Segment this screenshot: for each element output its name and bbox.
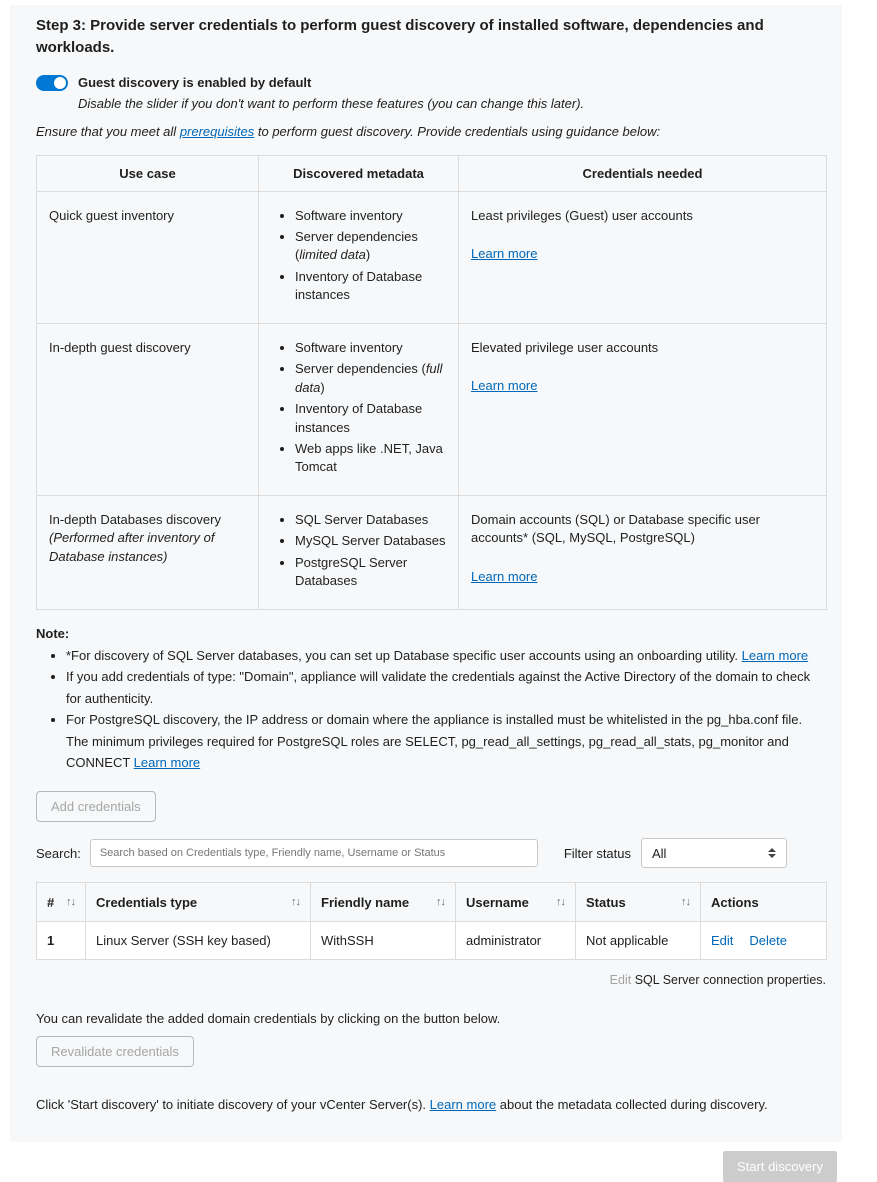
search-row xyxy=(36,838,826,868)
guidance-col-header: Use case xyxy=(37,155,259,191)
start-discovery-hint xyxy=(36,1097,826,1112)
actions-cell xyxy=(701,922,827,960)
cred-col-label: Status xyxy=(586,894,626,910)
note-label: Note: xyxy=(36,625,70,641)
metadata-item xyxy=(295,554,446,591)
use-case-cell: In-depth guest discovery xyxy=(37,323,259,495)
sort-icon[interactable]: ↑↓ xyxy=(66,896,75,909)
toggle-knob xyxy=(54,77,66,89)
metadata-item xyxy=(295,228,446,265)
note-learn-more-link[interactable]: Learn more xyxy=(133,754,201,770)
guidance-col-header: Credentials needed xyxy=(459,155,827,191)
metadata-item xyxy=(295,511,446,529)
text-segment: PostgreSQL Server Databases xyxy=(295,554,408,589)
cred-col-label: Actions xyxy=(711,894,759,910)
toggle-hint: Disable the slider if you don't want to perform these features (you can change this later). xyxy=(78,95,585,111)
revalidate-hint: You can revalidate the added domain credentials by clicking on the button below. xyxy=(36,1011,501,1027)
prerequisites-link[interactable]: prerequisites xyxy=(179,123,255,139)
metadata-item xyxy=(295,268,446,305)
text-segment: ) xyxy=(365,247,371,263)
metadata-item xyxy=(295,207,446,225)
cred-col-header[interactable] xyxy=(576,883,701,922)
delete-link[interactable]: Delete xyxy=(749,933,787,949)
friendly-name-cell: WithSSH xyxy=(311,922,456,960)
credential-row xyxy=(37,922,827,960)
text-segment: If you add credentials of type: "Domain", appliance will validate the credentials against the Active Directory of the domain to check for authenticity. xyxy=(66,669,811,706)
metadata-item xyxy=(295,339,446,357)
text-segment: Server dependencies ( xyxy=(295,361,426,377)
text-segment: MySQL Server Databases xyxy=(295,533,446,549)
metadata-cell xyxy=(259,191,459,323)
credentials-type-cell: Linux Server (SSH key based) xyxy=(86,922,311,960)
select-updown-icon xyxy=(768,848,776,858)
credentials-table xyxy=(36,882,827,960)
credentials-needed-cell: Elevated privilege user accounts Learn more xyxy=(459,323,827,495)
text-segment: limited data xyxy=(299,247,366,263)
use-case-cell: In-depth Databases discovery (Performed after inventory of Database instances) xyxy=(37,495,259,609)
guidance-row xyxy=(37,191,827,323)
search-input[interactable] xyxy=(90,839,538,867)
start-discovery-button[interactable]: Start discovery xyxy=(723,1151,837,1182)
filter-status-label: Filter status xyxy=(563,845,631,861)
text-segment: Software inventory xyxy=(295,207,403,223)
metadata-item xyxy=(295,360,446,397)
guidance-header-row xyxy=(37,155,827,191)
cred-col-header xyxy=(701,883,827,922)
credentials-needed-cell: Domain accounts (SQL) or Database specific user accounts* (SQL, MySQL, PostgreSQL) Learn more xyxy=(459,495,827,609)
toggle-label: Guest discovery is enabled by default xyxy=(78,75,312,90)
note-item xyxy=(66,666,826,709)
note-list xyxy=(36,645,826,774)
text-segment: Click 'Start discovery' to initiate discovery of your vCenter Server(s). xyxy=(36,1097,430,1113)
revalidate-credentials-button[interactable]: Revalidate credentials xyxy=(36,1036,194,1067)
cred-col-label: Username xyxy=(466,894,529,910)
prereq-text: Ensure that you meet all xyxy=(36,123,180,139)
metadata-item xyxy=(295,532,446,550)
row-number-cell: 1 xyxy=(37,922,86,960)
text-segment: SQL Server Databases xyxy=(295,511,429,527)
start-learn-more-link[interactable]: Learn more xyxy=(429,1097,497,1113)
cred-col-label: Credentials type xyxy=(96,894,198,910)
cred-col-header[interactable] xyxy=(37,883,86,922)
cred-col-header[interactable] xyxy=(311,883,456,922)
text-segment: *For discovery of SQL Server databases, you can set up Database specific user accounts using an onboarding utility. xyxy=(66,647,742,663)
prereq-text: to perform guest discovery. Provide credentials using guidance below: xyxy=(254,123,661,139)
metadata-cell xyxy=(259,323,459,495)
add-credentials-button[interactable]: Add credentials xyxy=(36,791,156,822)
cred-col-label: Friendly name xyxy=(321,894,410,910)
prerequisites-line xyxy=(36,124,826,139)
sort-icon[interactable]: ↑↓ xyxy=(436,896,445,909)
edit-sql-text: SQL Server connection properties. xyxy=(634,973,826,988)
learn-more-link[interactable]: Learn more xyxy=(471,378,538,394)
edit-link[interactable]: Edit xyxy=(711,933,734,949)
learn-more-link[interactable]: Learn more xyxy=(471,568,538,584)
metadata-cell xyxy=(259,495,459,609)
guidance-table xyxy=(36,155,827,610)
credentials-needed-cell: Least privileges (Guest) user accounts Learn more xyxy=(459,191,827,323)
note-item xyxy=(66,709,826,773)
note-item xyxy=(66,645,826,666)
credentials-header-row xyxy=(37,883,827,922)
edit-sql-link: Edit xyxy=(609,973,635,988)
text-segment: about the metadata collected during discovery. xyxy=(496,1097,768,1113)
metadata-item xyxy=(295,440,446,477)
guidance-col-header: Discovered metadata xyxy=(259,155,459,191)
metadata-item xyxy=(295,400,446,437)
text-segment: ) xyxy=(320,379,325,395)
guest-discovery-toggle-row xyxy=(36,75,826,91)
filter-status-value: All xyxy=(652,845,667,861)
text-segment: For PostgreSQL discovery, the IP address or domain where the appliance is installed must be whitelisted in the pg_hba.conf file. The minimum privileges required for PostgreSQL roles are SELECT, pg_read_all_settings, pg_read_all_stats, pg_monitor and CONNECT xyxy=(66,712,803,770)
text-segment: full data xyxy=(295,361,443,395)
filter-status-select[interactable] xyxy=(641,838,787,868)
footer-actions xyxy=(0,1151,837,1182)
step3-panel xyxy=(10,5,842,1142)
text-segment: Inventory of Database instances xyxy=(295,268,423,303)
step-title: Step 3: Provide server credentials to perform guest discovery of installed software, dependencies and workloads. xyxy=(36,17,764,56)
cred-col-header[interactable] xyxy=(456,883,576,922)
text-segment: Server dependencies ( xyxy=(295,228,418,263)
text-segment: Web apps like .NET, Java Tomcat xyxy=(295,441,443,475)
sort-icon[interactable]: ↑↓ xyxy=(556,896,565,909)
guidance-row xyxy=(37,495,827,609)
text-segment: Software inventory xyxy=(295,339,403,355)
learn-more-link[interactable]: Learn more xyxy=(471,245,538,261)
note-learn-more-link[interactable]: Learn more xyxy=(741,647,809,663)
guidance-row xyxy=(37,323,827,495)
sort-icon[interactable]: ↑↓ xyxy=(681,896,690,909)
sort-icon[interactable]: ↑↓ xyxy=(291,896,300,909)
use-case-cell: Quick guest inventory xyxy=(37,191,259,323)
use-case-note: (Performed after inventory of Database instances) xyxy=(49,530,215,564)
cred-col-header[interactable] xyxy=(86,883,311,922)
search-label: Search: xyxy=(36,845,81,861)
edit-sql-line xyxy=(36,973,826,987)
guest-discovery-toggle[interactable] xyxy=(36,75,68,91)
status-cell: Not applicable xyxy=(576,922,701,960)
text-segment: Inventory of Database instances xyxy=(295,401,423,435)
cred-col-label: # xyxy=(47,894,55,910)
username-cell: administrator xyxy=(456,922,576,960)
